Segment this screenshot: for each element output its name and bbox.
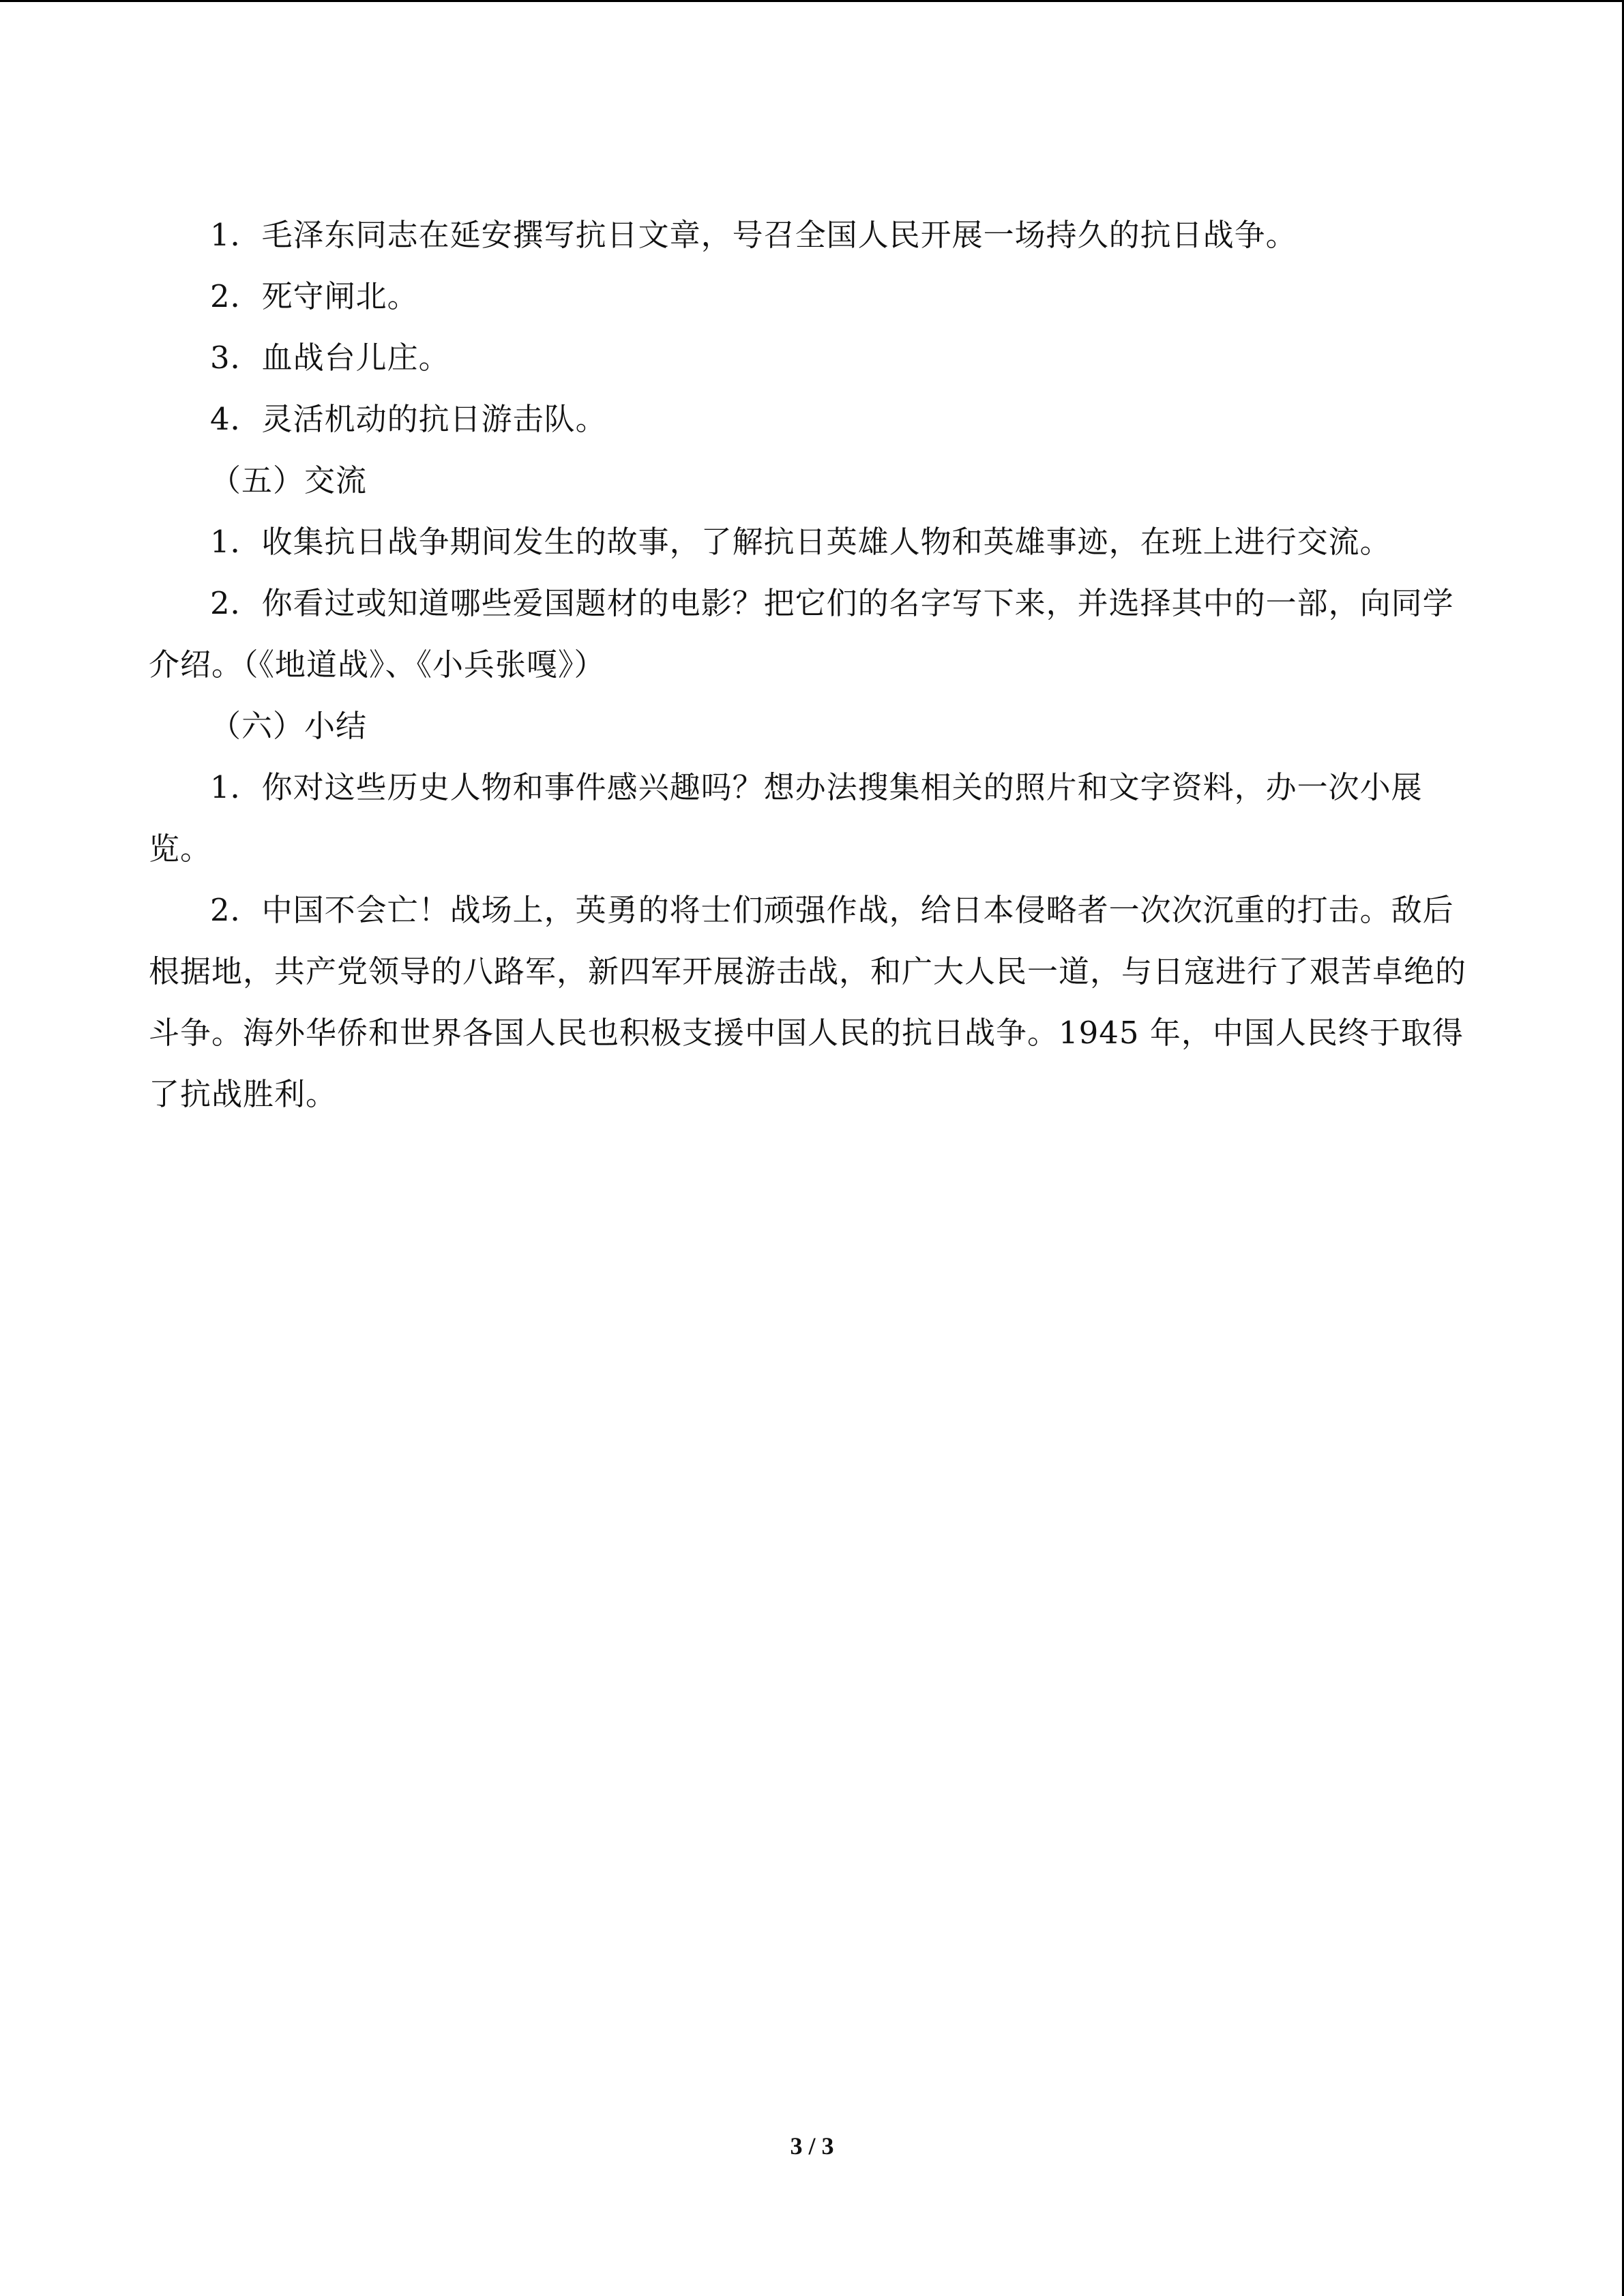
list-item: 2．死守闸北。 [210, 278, 419, 314]
list-item: 1．收集抗日战争期间发生的故事，了解抗日英雄人物和英雄事迹，在班上进行交流。 [210, 524, 1391, 560]
list-item: 1．毛泽东同志在延安撰写抗日文章，号召全国人民开展一场持久的抗日战争。 [210, 217, 1297, 253]
list-item: 2．你看过或知道哪些爱国题材的电影？把它们的名字写下来，并选择其中的一部，向同学介绍。（《地道战》、《小兵张嘎》） [149, 585, 1454, 683]
list-item: 4．灵活机动的抗日游击队。 [210, 401, 607, 437]
list-item: 3．血战台儿庄。 [210, 340, 450, 376]
section-heading: （五）交流 [210, 462, 368, 498]
list-item: 1．你对这些历史人物和事件感兴趣吗？想办法搜集相关的照片和文字资料，办一次小展览。 [149, 769, 1423, 867]
page-number: 3 / 3 [790, 2132, 834, 2160]
document-body [149, 205, 1475, 1125]
list-item: 2．中国不会亡！战场上，英勇的将士们顽强作战，给日本侵略者一次次沉重的打击。敌后根据地，共产党领导的八路军，新四军开展游击战，和广大人民一道，与日寇进行了艰苦卓绝的斗争。海外华侨和世界各国人民也积极支援中国人民的抗日战争。1945 年，中国人民终于取得了抗战胜利。 [149, 892, 1467, 1112]
section-heading: （六）小结 [210, 708, 368, 744]
